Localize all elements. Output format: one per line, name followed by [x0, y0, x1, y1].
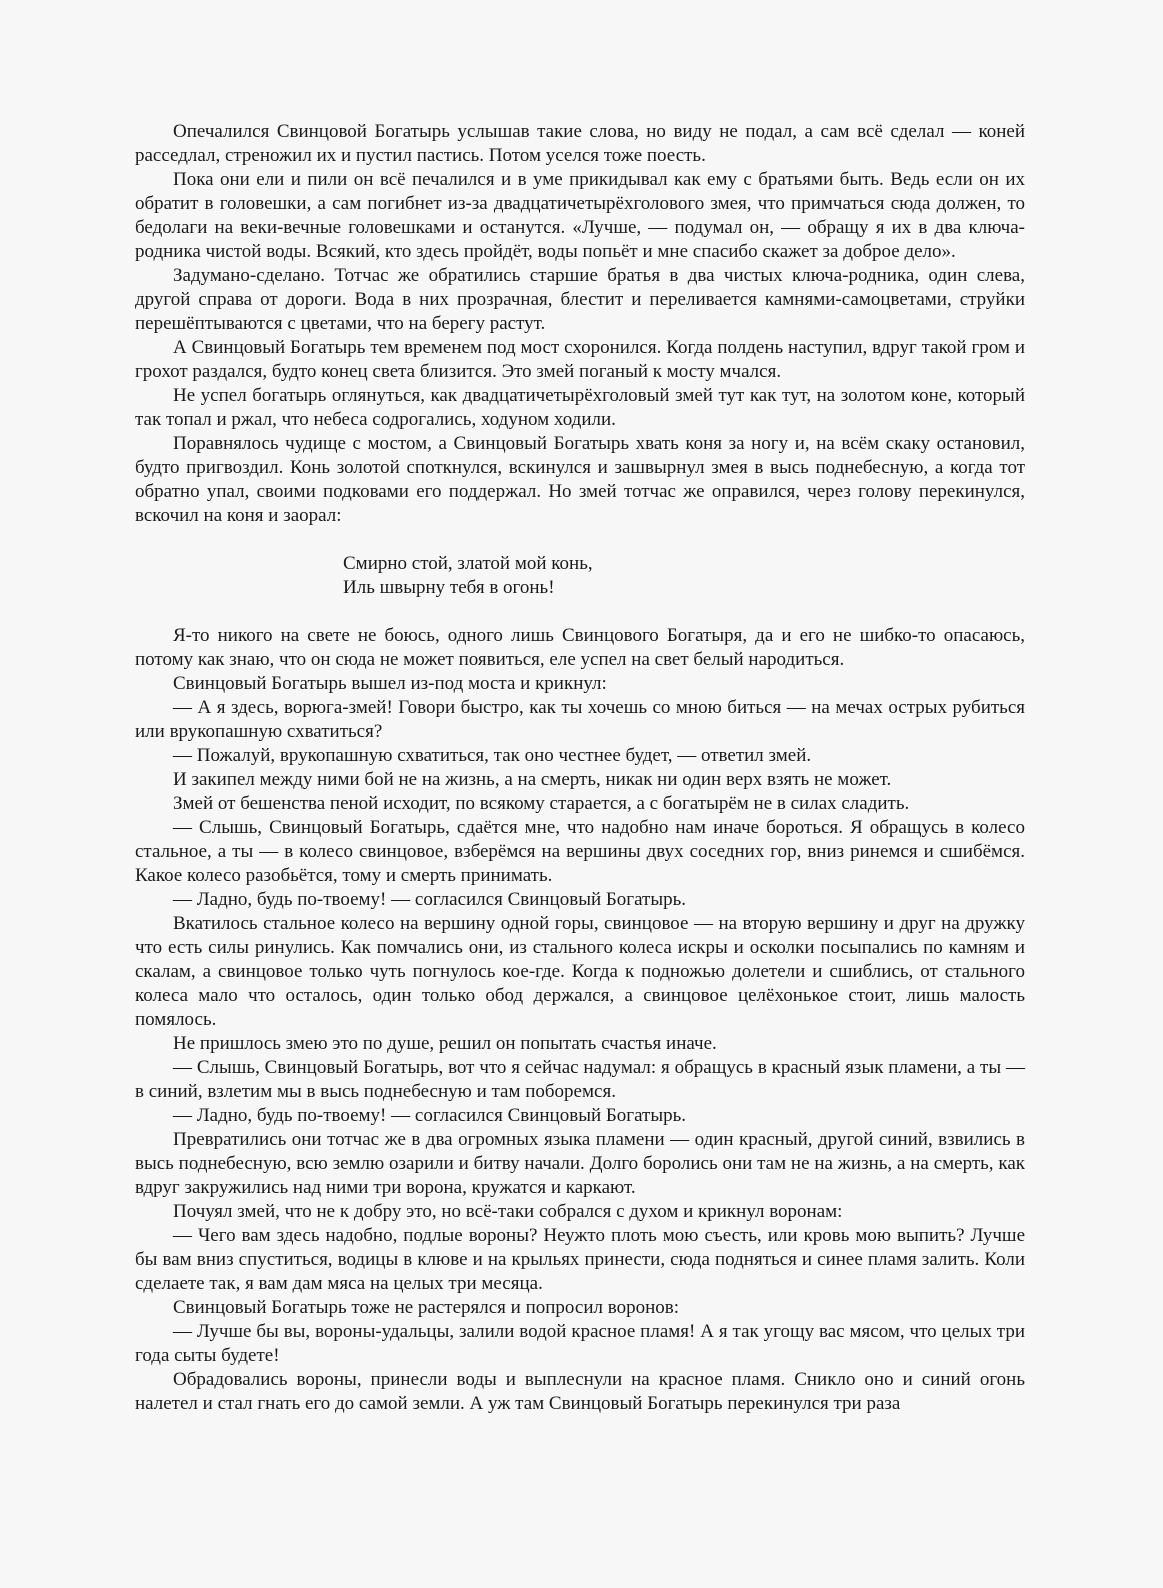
dialogue-line: — Ладно, будь по-твоему! — согласился Свинцовый Богатырь.	[173, 1105, 686, 1126]
paragraph: Пока они ели и пили он всё печалился и в уме прикидывал как ему с братьями быть. Ведь если он их обратит в головешки, а сам погибнет из-за двадцатичетырёхголового змея, что примчаться сюда должен, то бедолаги на веки-вечные головешками и останутся. «Лучше, — подумал он, — обращу я их в два ключа-родника чистой воды. Всякий, кто здесь пройдёт, воды попьёт и мне спасибо скажет за доброе дело».	[135, 169, 1025, 262]
dialogue-line: — Пожалуй, врукопашную схватиться, так оно честнее будет, — ответил змей.	[173, 745, 812, 766]
paragraph: Поравнялось чудище с мостом, а Свинцовый Богатырь хвать коня за ногу и, на всём скаку остановил, будто пригвоздил. Конь золотой споткнулся, вскинулся и зашвырнул змея в высь поднебесную, а когда тот обратно упал, своими подковами его поддержал. Но змей тотчас же оправился, через голову перекинулся, вскочил на коня и заорал:	[135, 433, 1025, 526]
paragraph: Обрадовались вороны, принесли воды и выплеснули на красное пламя. Сникло оно и синий огонь налетел и стал гнать его до самой земли. А уж там Свинцовый Богатырь перекинулся три раза	[135, 1369, 1025, 1414]
verse-line: Смирно стой, златой мой конь,	[343, 553, 593, 574]
paragraph: А Свинцовый Богатырь тем временем под мост схоронился. Когда полдень наступил, вдруг такой гром и грохот раздался, будто конец света близится. Это змей поганый к мосту мчался.	[135, 337, 1025, 382]
paragraph: Задумано-сделано. Тотчас же обратились старшие братья в два чистых ключа-родника, один слева, другой справа от дороги. Вода в них прозрачная, блестит и переливается камнями-самоцветами, струйки перешёптываются с цветами, что на берегу растут.	[135, 265, 1025, 334]
paragraph: Я-то никого на свете не боюсь, одного лишь Свинцового Богатыря, да и его не шибко-то опасаюсь, потому как знаю, что он сюда не может появиться, еле успел на свет белый народиться.	[135, 625, 1025, 670]
dialogue-line: — Чего вам здесь надобно, подлые вороны? Неужто плоть мою съесть, или кровь мою выпить? Лучше бы вам вниз спуститься, водицы в клюве и на крыльях принести, сюда подняться и синее пламя залить. Коли сделаете так, я вам дам мяса на целых три месяца.	[135, 1225, 1025, 1294]
paragraph: Превратились они тотчас же в два огромных языка пламени — один красный, другой синий, взвились в высь поднебесную, всю землю озарили и битву начали. Долго боролись они там не на жизнь, а на смерть, как вдруг закружились над ними три ворона, кружатся и каркают.	[135, 1129, 1025, 1198]
paragraph: Не успел богатырь оглянуться, как двадцатичетырёхголовый змей тут как тут, на золотом коне, который так топал и ржал, что небеса содрогались, ходуном ходили.	[135, 385, 1025, 430]
paragraph: Почуял змей, что не к добру это, но всё-таки собрался с духом и крикнул воронам:	[173, 1201, 843, 1222]
paragraph: Не пришлось змею это по душе, решил он попытать счастья иначе.	[173, 1033, 717, 1054]
dialogue-line: — Ладно, будь по-твоему! — согласился Свинцовый Богатырь.	[173, 889, 686, 910]
paragraph: Свинцовый Богатырь тоже не растерялся и попросил воронов:	[173, 1297, 679, 1318]
dialogue-line: — А я здесь, ворюга-змей! Говори быстро, как ты хочешь со мною биться — на мечах острых рубиться или врукопашную схватиться?	[135, 697, 1025, 742]
dialogue-line: — Слышь, Свинцовый Богатырь, сдаётся мне, что надобно нам иначе бороться. Я обращусь в колесо стальное, а ты — в колесо свинцовое, взберёмся на вершины двух соседних гор, вниз ринемся и сшибёмся. Какое колесо разобьётся, тому и смерть принимать.	[135, 817, 1025, 886]
paragraph: Вкатилось стальное колесо на вершину одной горы, свинцовое — на вторую вершину и друг на дружку что есть силы ринулись. Как помчались они, из стального колеса искры и осколки посыпались по камням и скалам, а свинцовое только чуть погнулось кое-где. Когда к подножью долетели и сшиблись, от стального колеса мало что осталось, один только обод держался, а свинцовое целёхонькое стоит, лишь малость помялось.	[135, 913, 1025, 1030]
dialogue-line: — Слышь, Свинцовый Богатырь, вот что я сейчас надумал: я обращусь в красный язык пламени, а ты — в синий, взлетим мы в высь поднебесную и там поборемся.	[135, 1057, 1025, 1102]
paragraph: Свинцовый Богатырь вышел из-под моста и крикнул:	[173, 673, 607, 694]
verse-line: Иль швырну тебя в огонь!	[343, 577, 555, 598]
verse-block	[343, 552, 1025, 600]
dialogue-line: — Лучше бы вы, вороны-удальцы, залили водой красное пламя! А я так угощу вас мясом, что целых три года сыты будете!	[135, 1321, 1025, 1366]
paragraph: И закипел между ними бой не на жизнь, а на смерть, никак ни один верх взять не может.	[173, 769, 892, 790]
story-text	[135, 120, 1025, 1416]
paragraph: Змей от бешенства пеной исходит, по всякому старается, а с богатырём не в силах сладить.	[173, 793, 910, 814]
paragraph: Опечалился Свинцовой Богатырь услышав такие слова, но виду не подал, а сам всё сделал — коней расседлал, стреножил их и пустил пастись. Потом уселся тоже поесть.	[135, 121, 1025, 166]
